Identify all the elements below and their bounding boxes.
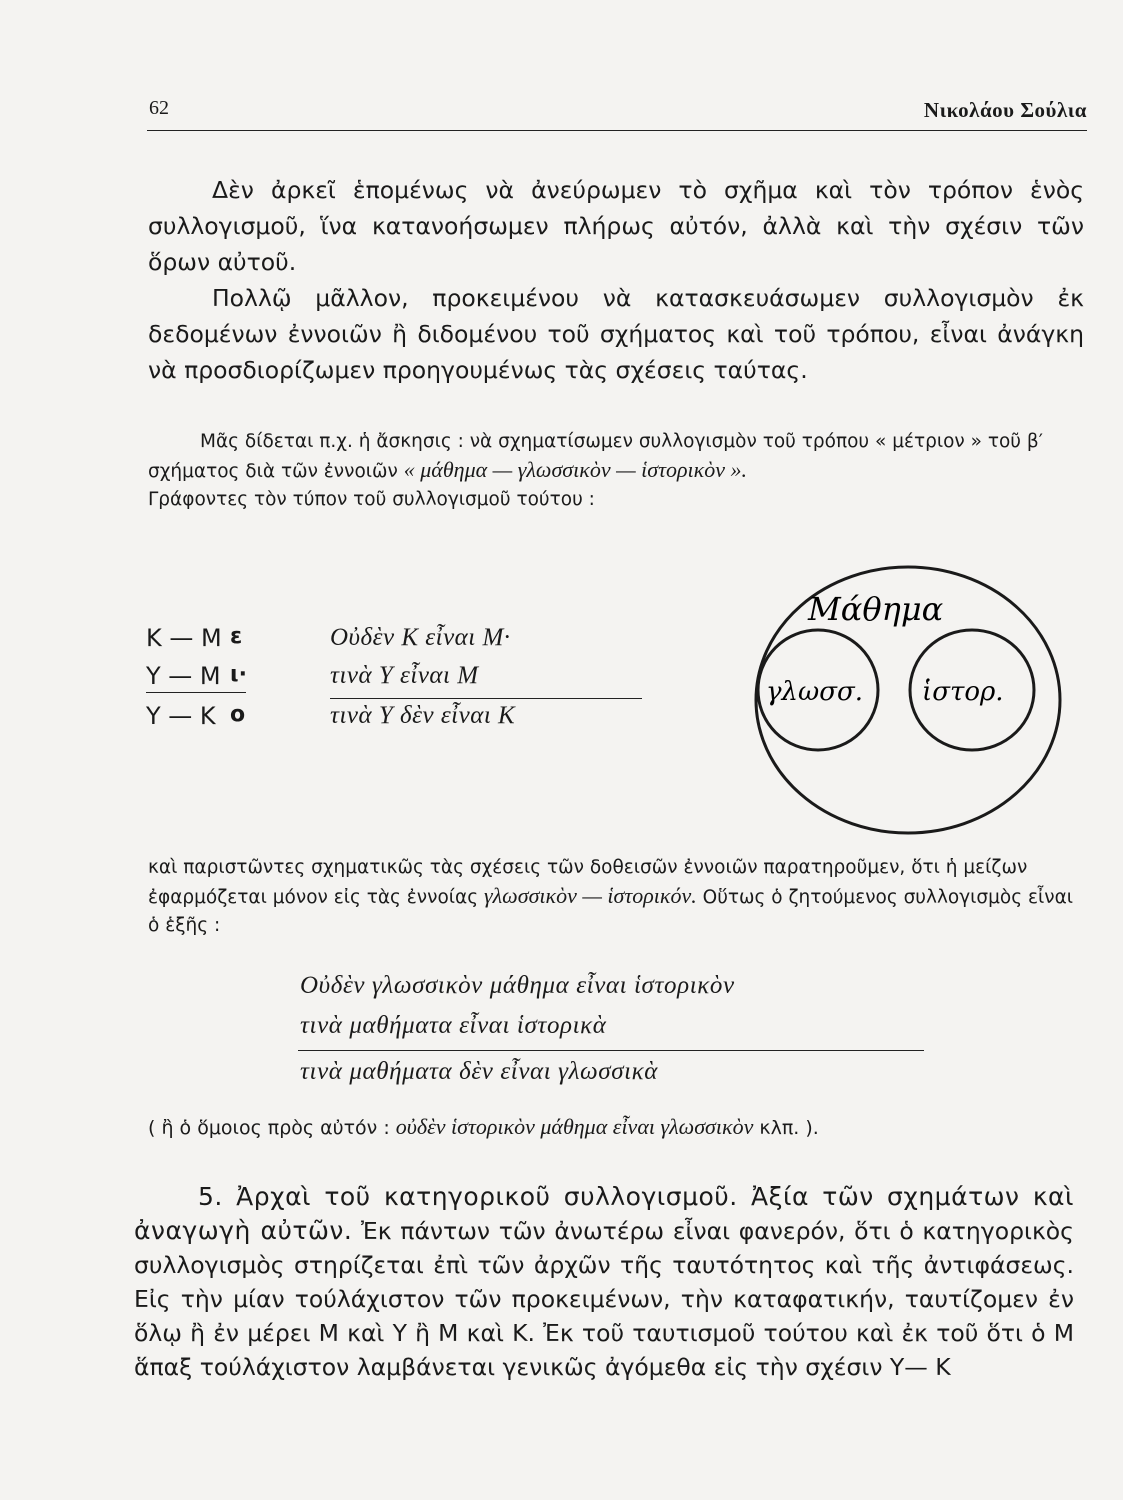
header-rule xyxy=(147,130,1087,131)
observation-paragraph xyxy=(148,854,1084,940)
observation-text: καὶ παριστῶντες σχηματικῶς τὰς σχέσεις τῶν δοθεισῶν ἐννοιῶν παρατηροῦμεν, ὅτι ἡ μείζων ἐφαρμόζεται μόνον εἰς τὰς ἐννοίας xyxy=(148,857,1028,908)
syllogism-mood: ι· xyxy=(230,662,247,687)
syllogism-terms: Υ — Κ xyxy=(146,702,216,730)
section-heading: 5. Ἀρχαὶ τοῦ κατηγορικοῦ συλλογισμοῦ. Ἀξία τῶν σχημάτων καὶ ἀναγωγὴ αὐτῶν. xyxy=(134,1182,1074,1245)
syllogism-mood: ε xyxy=(230,624,243,649)
observation-concepts: γλωσσικὸν — ἱστορικόν. xyxy=(483,883,697,908)
example-paragraph xyxy=(148,428,1084,514)
paragraph-1-text: Δὲν ἀρκεῖ ἑπομένως νὰ ἀνεύρωμεν τὸ σχῆμα καὶ τὸν τρόπον ἑνὸς συλλογισμοῦ, ἵνα κατανοήσωμεν πλήρως αὐτόν, ἀλλὰ καὶ τὴν σχέσιν τῶν ὅρων αὐτοῦ. xyxy=(148,176,1084,276)
paragraph-2-text: Πολλῷ μᾶλλον, προκειμένου νὰ κατασκευάσωμεν συλλογισμὸν ἐκ δεδομένων ἐννοιῶν ἢ διδομένου τοῦ σχήματος καὶ τοῦ τρόπου, εἶναι ἀνάγκη νὰ προσδιορίζωμεν προηγουμένως τὰς σχέσεις ταύτας. xyxy=(148,284,1084,384)
note-open: ( ἢ ὁ ὅμοιος πρὸς αὐτόν : xyxy=(148,1117,390,1139)
page-number: 62 xyxy=(149,97,169,119)
syllogism-statement: τινὰ Υ εἶναι Μ xyxy=(330,662,479,689)
example-text-b: Γράφοντες τὸν τύπον τοῦ συλλογισμοῦ τούτου : xyxy=(148,489,595,510)
syllogism-mood: ο xyxy=(230,702,246,727)
outer-label: Μάθημα xyxy=(808,590,944,628)
example-text: Μᾶς δίδεται π.χ. ἡ ἄσκησις : νὰ σχηματίσωμεν συλλογισμὸν τοῦ τρόπου « μέτριον » τοῦ β′ σχήματος διὰ τῶν ἐννοιῶν xyxy=(148,431,1043,482)
syllogism-terms: Κ — Μ xyxy=(146,624,222,652)
paragraph-2 xyxy=(148,280,1084,388)
section-5 xyxy=(134,1180,1074,1384)
section-body: Ἐκ πάντων τῶν ἀνωτέρω εἶναι φανερόν, ὅτι ὁ κατηγορικὸς συλλογισμὸς στηρίζεται ἐπὶ τῶν ἀρχῶν τῆς ταυτότητος καὶ τῆς ἀντιφάσεως. Εἰς τὴν μίαν τούλάχιστον τῶν προκειμένων, τὴν καταφατικήν, ταυτίζομεν ἐν ὅλῳ ἢ ἐν μέρει Μ καὶ Υ ἢ Μ καὶ Κ. Ἐκ τοῦ ταυτισμοῦ τούτου καὶ ἐκ τοῦ ὅτι ὁ Μ ἅπαξ τούλάχιστον λαμβάνεται γενικῶς ἀγόμεθα εἰς τὴν σχέσιν Υ— Κ xyxy=(134,1217,1074,1381)
venn-diagram xyxy=(748,560,1068,840)
conclusion-result: τινὰ μαθήματα δὲν εἶναι γλωσσικὰ xyxy=(300,1058,658,1085)
conclusion-minor: τινὰ μαθήματα εἶναι ἱστορικὰ xyxy=(300,1012,607,1039)
syllogism-rule-left xyxy=(146,692,246,693)
observation-text-b: Οὕτως ὁ ζητούμενος συλλογισμὸς εἶναι ὁ ἑξῆς : xyxy=(148,887,1074,936)
alternative-note xyxy=(148,1114,819,1140)
syllogism-rule-right xyxy=(330,698,642,699)
conclusion-major: Οὐδὲν γλωσσικὸν μάθημα εἶναι ἱστορικὸν xyxy=(300,972,735,999)
paragraph-1 xyxy=(148,172,1084,280)
syllogism-statement: τινὰ Υ δὲν εἶναι Κ xyxy=(330,702,516,729)
syllogism-terms: Υ — Μ xyxy=(146,662,221,690)
note-close: κλπ. ). xyxy=(759,1117,819,1139)
right-label: ἱστορ. xyxy=(922,677,1004,707)
syllogism-statement: Οὐδὲν Κ εἶναι Μ· xyxy=(330,624,511,651)
running-head: Νικολάου Σούλια xyxy=(923,98,1087,122)
note-italic: οὐδὲν ἱστορικὸν μάθημα εἶναι γλωσσικὸν xyxy=(395,1114,754,1139)
conclusion-rule xyxy=(298,1050,924,1051)
example-concepts: « μάθημα — γλωσσικὸν — ἱστορικὸν ». xyxy=(403,457,747,482)
left-label: γλωσσ. xyxy=(766,677,863,707)
